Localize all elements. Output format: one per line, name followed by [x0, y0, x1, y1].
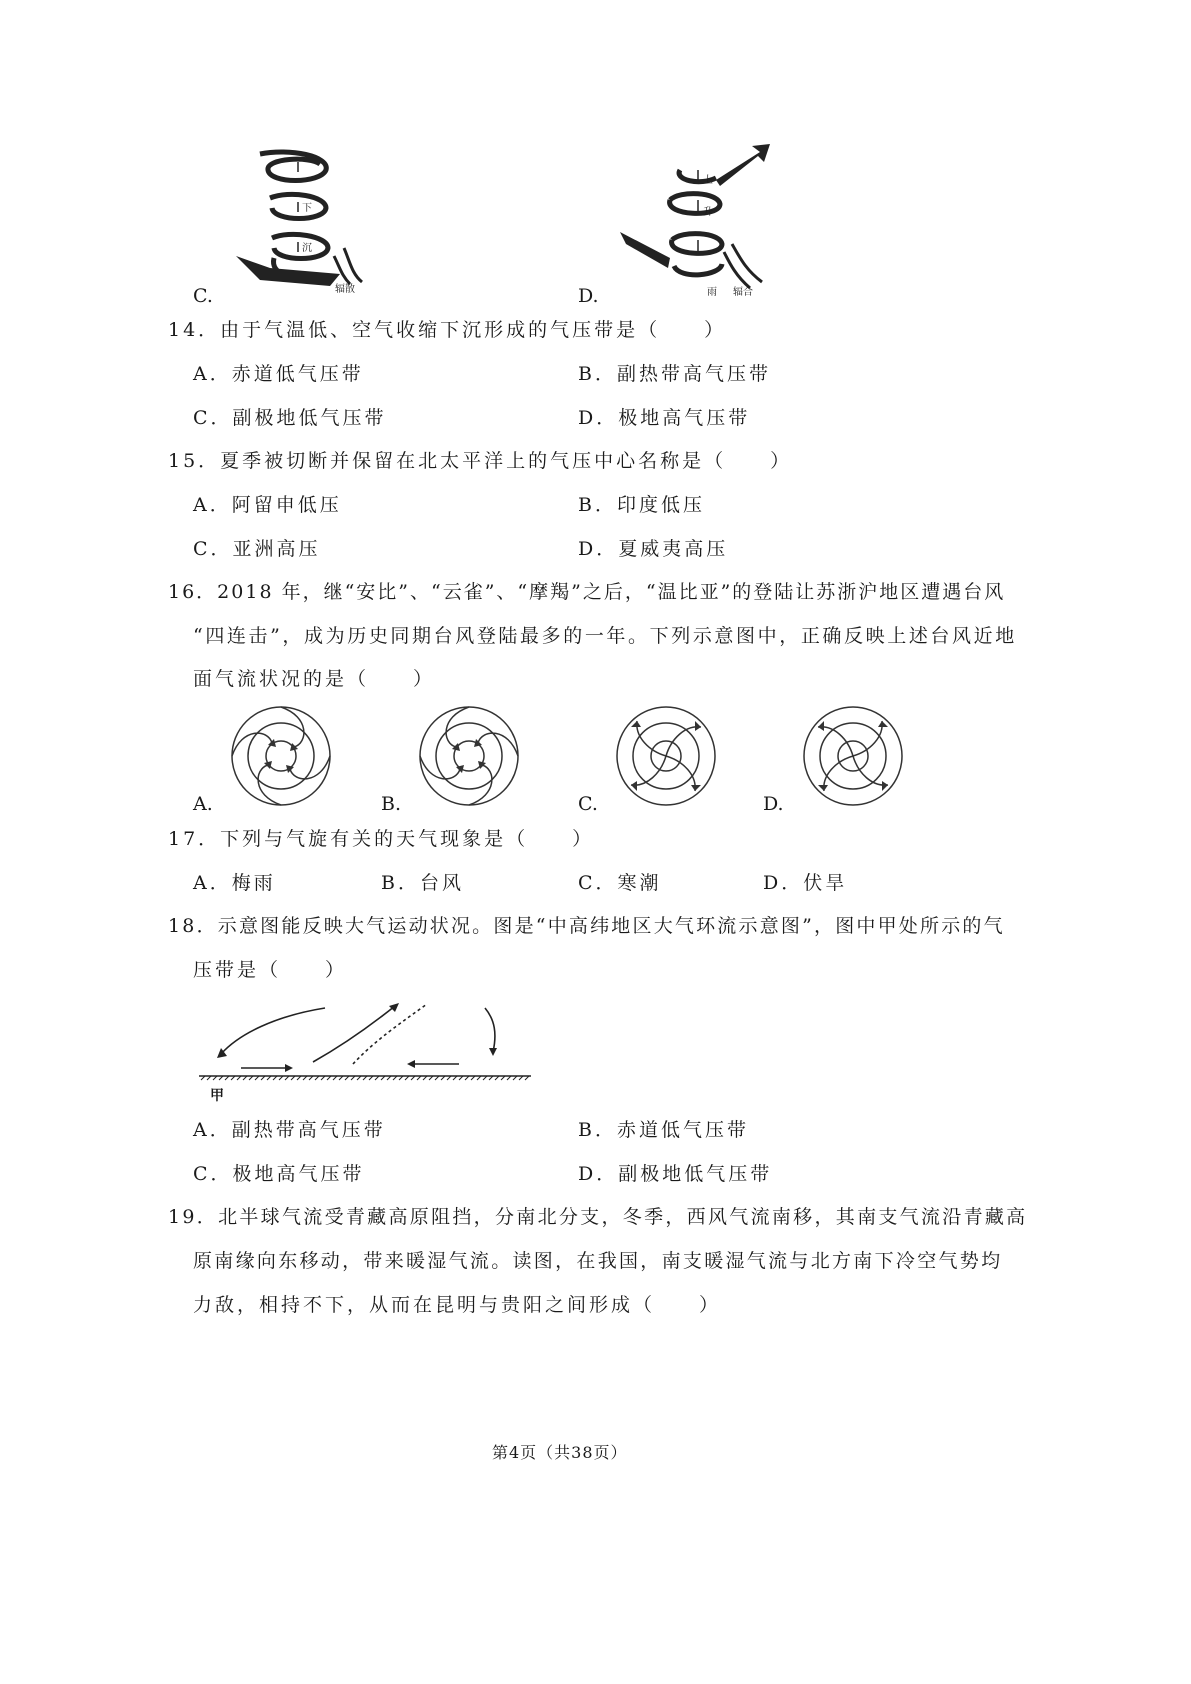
option-16c-label[interactable]: C. [578, 793, 598, 815]
question-15-stem: 15．夏季被切断并保留在北太平洋上的气压中心名称是（ ） [168, 450, 793, 472]
option-15a[interactable]: A．阿留申低压 [193, 494, 342, 516]
fig-d-label-up: 上 [703, 175, 713, 186]
option-13d-label[interactable]: D. [578, 285, 599, 307]
option-17b[interactable]: B．台风 [381, 872, 464, 894]
question-19-line3: 力敌，相持不下，从而在昆明与贵阳之间形成（ ） [193, 1294, 722, 1316]
option-15b[interactable]: B．印度低压 [578, 494, 705, 516]
question-18-line1: 18．示意图能反映大气运动状况。图是“中高纬地区大气环流示意图”，图中甲处所示的气 [168, 915, 1005, 937]
question-16-line2: “四连击”，成为历史同期台风登陆最多的一年。下列示意图中，正确反映上述台风近地 [193, 625, 1017, 647]
question-17-stem: 17．下列与气旋有关的天气现象是（ ） [168, 828, 595, 850]
option-18b[interactable]: B．赤道低气压带 [578, 1119, 749, 1141]
option-14b[interactable]: B．副热带高气压带 [578, 363, 771, 385]
figure-16d-counterclockwise-outflow [802, 705, 904, 807]
page-number-footer: 第4页（共38页） [492, 1443, 628, 1462]
option-18d[interactable]: D．副极地低气压带 [578, 1163, 773, 1185]
fig-d-label-rain: 雨 [707, 287, 717, 298]
question-18-line2: 压带是（ ） [193, 959, 348, 981]
option-15c[interactable]: C．亚洲高压 [193, 538, 321, 560]
option-16a-label[interactable]: A. [193, 793, 213, 815]
figure-16a-counterclockwise-inflow [230, 705, 332, 807]
option-13c-label[interactable]: C. [193, 285, 213, 307]
option-18a[interactable]: A．副热带高气压带 [193, 1119, 386, 1141]
fig-c-label-down: 下 [302, 203, 312, 214]
fig-c-label-sink: 沉 [302, 243, 312, 254]
option-16b-label[interactable]: B. [381, 793, 402, 815]
fig-d-label-converge: 辐合 [733, 287, 753, 298]
option-18c[interactable]: C．极地高气压带 [193, 1163, 365, 1185]
option-17c[interactable]: C．寒潮 [578, 872, 662, 894]
question-16-line1: 16．2018 年，继“安比”、“云雀”、“摩羯”之后，“温比亚”的登陆让苏浙沪地区遭遇台风 [168, 581, 1006, 603]
question-19-line2: 原南缘向东移动，带来暖湿气流。读图，在我国，南支暖湿气流与北方南下冷空气势均 [193, 1250, 1003, 1272]
question-16-line3: 面气流状况的是（ ） [193, 668, 436, 690]
figure-13d-rising-air [620, 140, 780, 300]
option-14c[interactable]: C．副极地低气压带 [193, 407, 387, 429]
figure-13c-sinking-air [230, 150, 370, 300]
fig-d-label-rise: 升 [703, 207, 713, 218]
fig-c-label-diverge: 辐散 [335, 284, 355, 295]
option-14d[interactable]: D．极地高气压带 [578, 407, 751, 429]
option-17d[interactable]: D．伏旱 [763, 872, 848, 894]
question-19-line1: 19．北半球气流受青藏高原阻挡，分南北分支，冬季，西风气流南移，其南支气流沿青藏高 [168, 1206, 1028, 1228]
option-16d-label[interactable]: D. [763, 793, 784, 815]
option-14a[interactable]: A．赤道低气压带 [193, 363, 364, 385]
figure-18-circulation-diagram [195, 1000, 535, 1088]
option-17a[interactable]: A．梅雨 [193, 872, 276, 894]
figure-16c-clockwise-outflow [615, 705, 717, 807]
figure-18-label-jia: 甲 [210, 1088, 224, 1104]
question-14-stem: 14．由于气温低、空气收缩下沉形成的气压带是（ ） [168, 319, 727, 341]
figure-16b-clockwise-inflow [418, 705, 520, 807]
option-15d[interactable]: D．夏威夷高压 [578, 538, 729, 560]
